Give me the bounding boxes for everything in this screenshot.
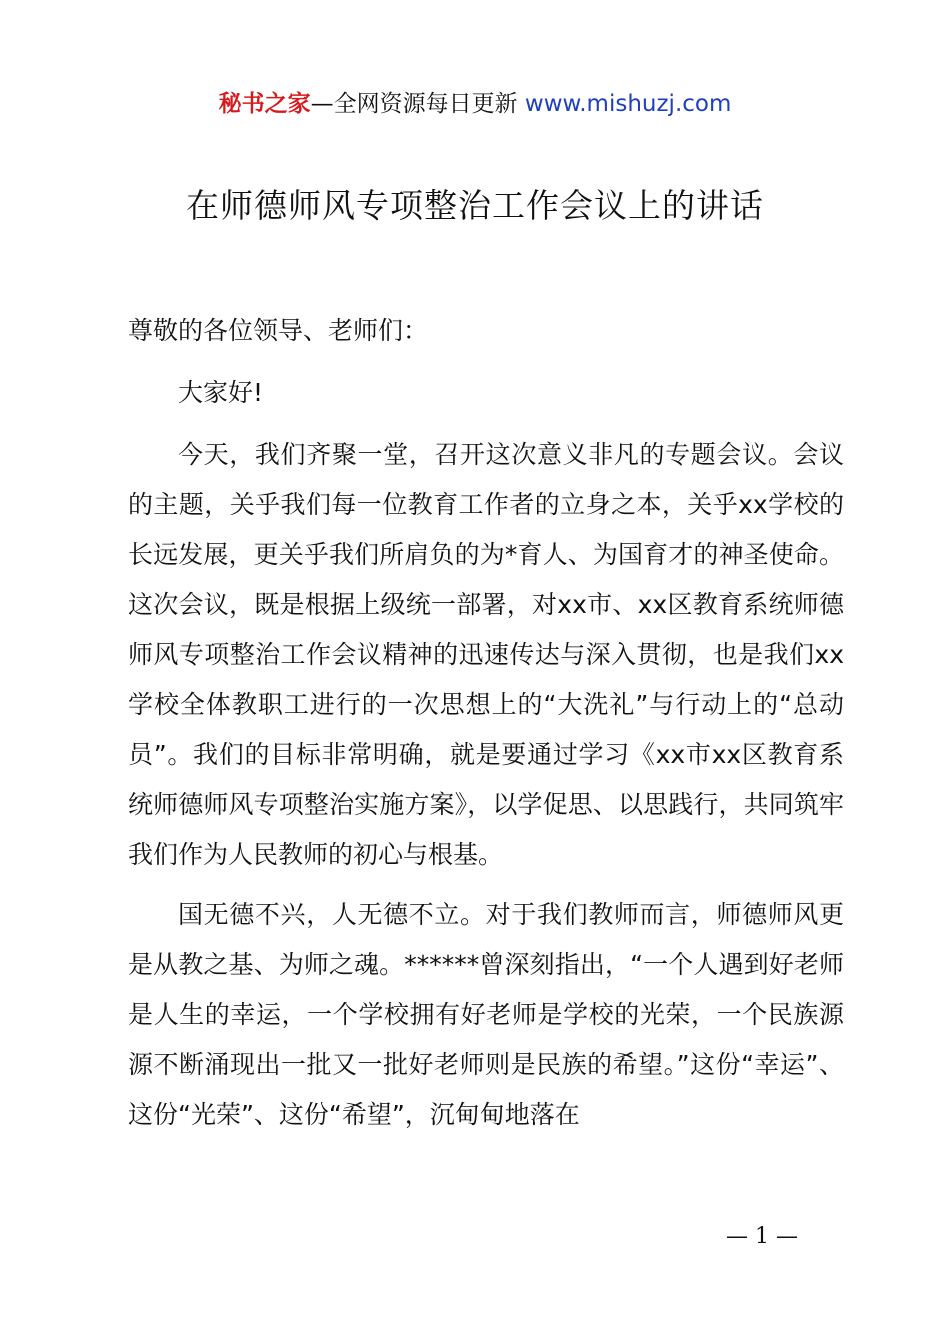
document-title: 在师德师风专项整治工作会议上的讲话 (186, 186, 764, 225)
brand-name[interactable]: 秘书之家 (218, 91, 311, 117)
paragraph-ethics: 国无德不兴，人无德不立。对于我们教师而言，师德师风更是从教之基、为师之魂。******曾深刻指出，“一个人遇到好老师是人生的幸运，一个学校拥有好老师是学校的光荣，一个民族源源不断涌现出一批又一批好老师则是民族的希望。”这份“幸运”、这份“光荣”、这份“希望”，沉甸甸地落在 (128, 900, 844, 1129)
salutation: 尊敬的各位领导、老师们： (128, 316, 429, 345)
paragraph-intro: 今天，我们齐聚一堂，召开这次意义非凡的专题会议。会议的主题，关乎我们每一位教育工作者的立身之本，关乎xx学校的长远发展，更关乎我们所肩负的为*育人、为国育才的神圣使命。这次会议，既是根据上级统一部署，对xx市、xx区教育系统师德师风专项整治工作会议精神的迅速传达与深入贯彻，也是我们xx学校全体教职工进行的一次思想上的“大洗礼”与行动上的“总动员”。我们的目标非常明确，就是要通过学习《xx市xx区教育系统师德师风专项整治实施方案》，以学促思、以思践行，共同筑牢我们作为人民教师的初心与根基。 (128, 440, 844, 869)
header-tagline: —全网资源每日更新 (310, 91, 518, 117)
page-number: — 1 — (726, 1224, 798, 1249)
paragraph-greeting: 大家好! (178, 378, 264, 407)
site-header (0, 86, 950, 122)
site-url-link[interactable]: www.mishuzj.com (524, 91, 732, 117)
